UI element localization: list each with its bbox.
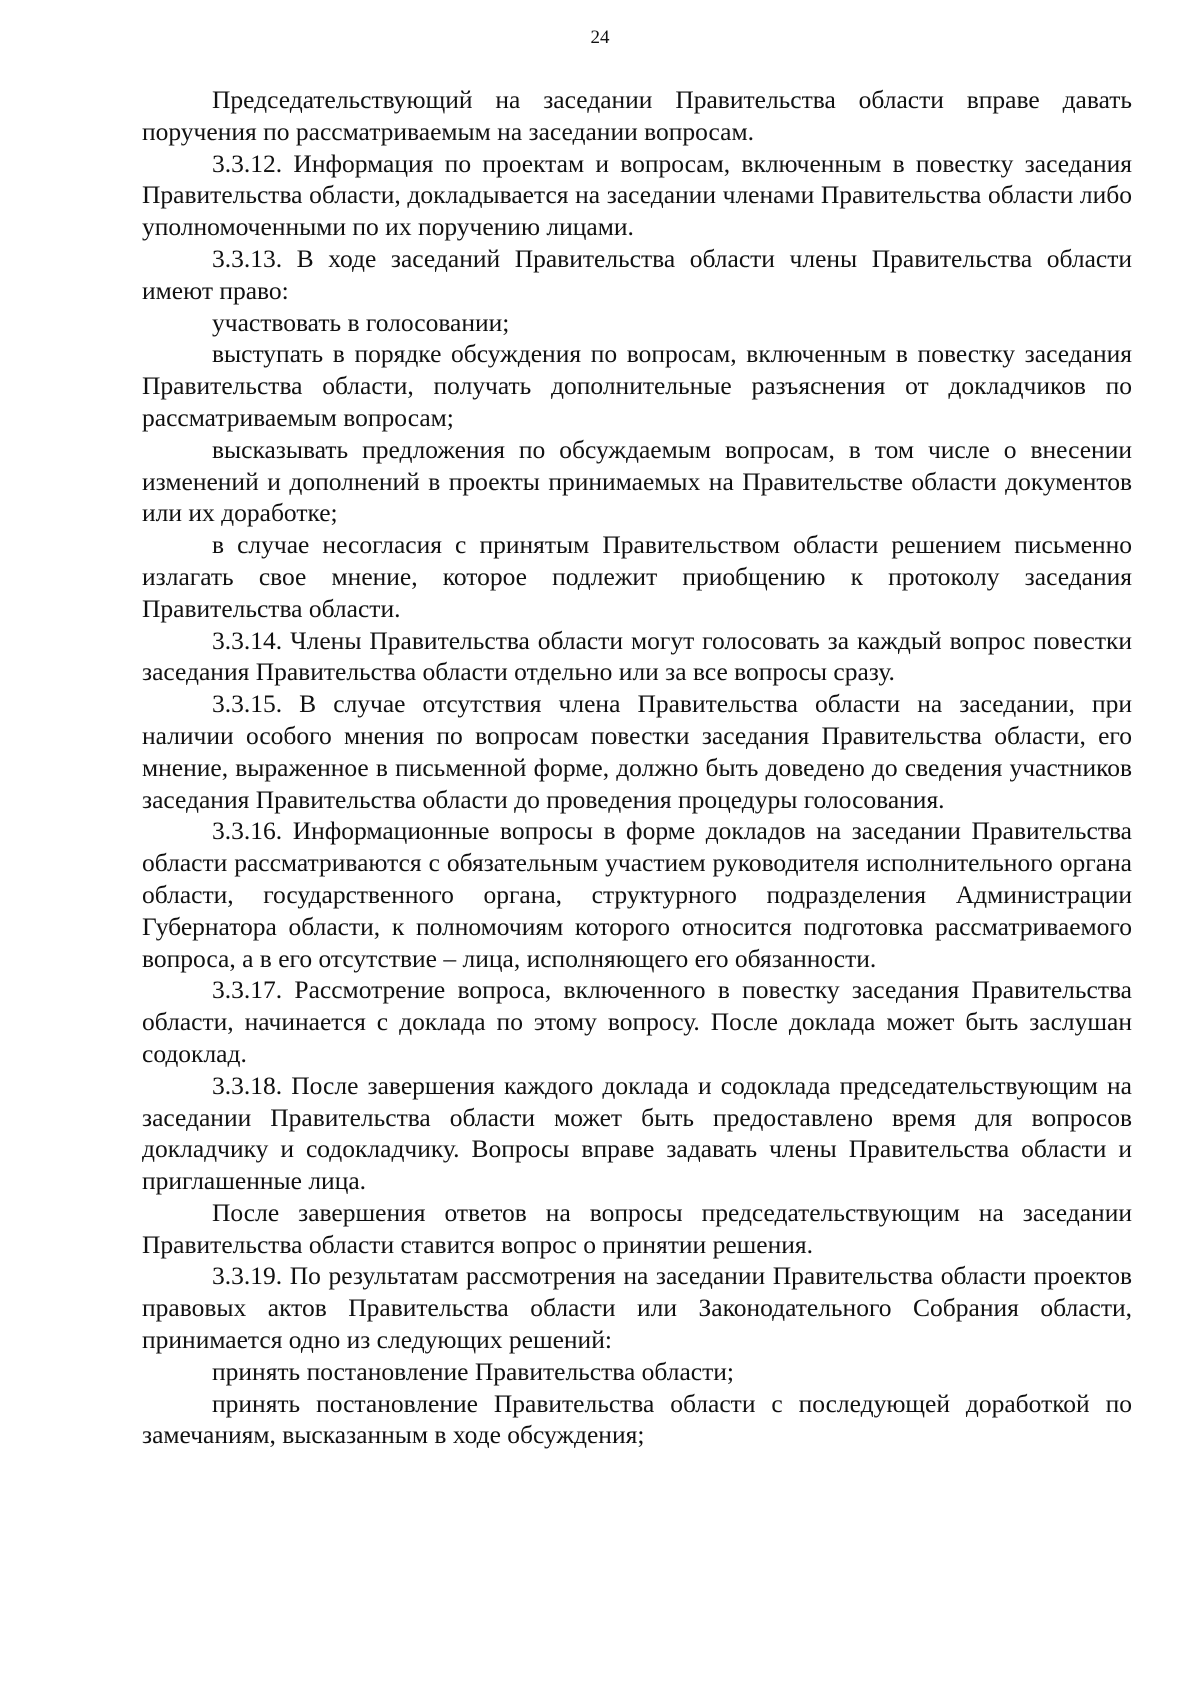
paragraph-3-3-12: 3.3.12. Информация по проектам и вопросам, включенным в повестку заседания Правительства области, докладывается на заседании членами Правительства области либо уполномоченными по их поручению лицами. [142,148,1132,242]
paragraph-3-3-17: 3.3.17. Рассмотрение вопроса, включенного в повестку заседания Правительства области, начинается с доклада по этому вопросу. После доклада может быть заслушан содоклад. [142,975,1132,1068]
paragraph-3-3-16: 3.3.16. Информационные вопросы в форме докладов на заседании Правительства области рассматриваются с обязательным участием руководителя исполнительного органа области, государственного органа, структурного подразделения Администрации Губернатора области, к полномочиям которого относится подготовка рассматриваемого вопроса, а в его отсутствие – лица, исполняющего его обязанности. [142,816,1132,973]
list-item-proposals: высказывать предложения по обсуждаемым вопросам, в том числе о внесении изменений и дополнений в проекты принимаемых на Правительстве области документов или их доработке; [142,434,1132,528]
paragraph-3-3-14: 3.3.14. Члены Правительства области могут голосовать за каждый вопрос повестки заседания Правительства области отдельно или за все вопросы сразу. [142,625,1132,687]
paragraph-3-3-19: 3.3.19. По результатам рассмотрения на заседании Правительства области проектов правовых актов Правительства области или Законодательного Собрания области, принимается одно из следующих решений: [142,1261,1132,1355]
list-item-adopt-with-revision: принять постановление Правительства области с последующей доработкой по замечаниям, высказанным в ходе обсуждения; [142,1388,1132,1450]
document-body [142,84,1132,1451]
paragraph-3-3-13: 3.3.13. В ходе заседаний Правительства области члены Правительства области имеют право: [142,243,1132,305]
paragraph-3-3-18: 3.3.18. После завершения каждого доклада и содоклада председательствующим на заседании Правительства области может быть предоставлено время для вопросов докладчику и содокладчику. Вопросы вправе задавать члены Правительства области и приглашенные лица. [142,1070,1132,1196]
list-item-speaking: выступать в порядке обсуждения по вопросам, включенным в повестку заседания Правительства области, получать дополнительные разъяснения от докладчиков по рассматриваемым вопросам; [142,339,1132,432]
paragraph-chairman-instructions: Председательствующий на заседании Правительства области вправе давать поручения по рассматриваемым на заседании вопросам. [142,85,1132,146]
list-item-dissent: в случае несогласия с принятым Правительством области решением письменно излагать свое мнение, которое подлежит приобщению к протоколу заседания Правительства области. [142,530,1132,623]
list-item-voting: участвовать в голосовании; [212,307,510,337]
paragraph-after-answers: После завершения ответов на вопросы председательствующим на заседании Правительства области ставится вопрос о принятии решения. [142,1197,1132,1259]
paragraph-3-3-15: 3.3.15. В случае отсутствия члена Правительства области на заседании, при наличии особого мнения по вопросам повестки заседания Правительства области, его мнение, выраженное в письменной форме, должно быть доведено до сведения участников заседания Правительства области до проведения процедуры голосования. [142,689,1132,814]
page-number: 24 [590,27,610,48]
list-item-adopt-resolution: принять постановление Правительства области; [212,1356,734,1386]
